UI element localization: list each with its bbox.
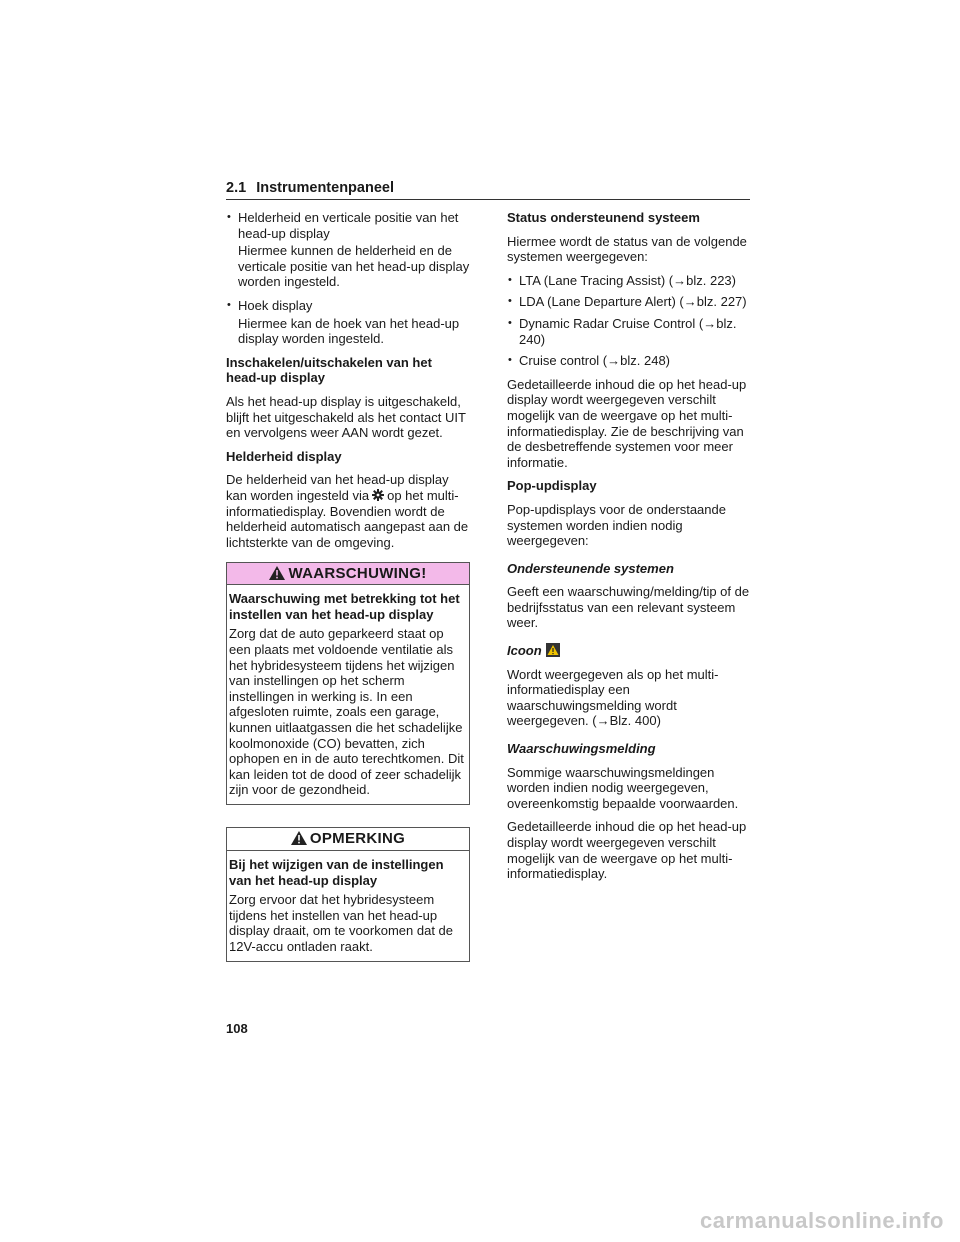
warnmsg-text-1: Sommige waarschuwingsmeldingen worden indien nodig weergegeven, overeenkomstig bepaalde voorwaarden.: [507, 764, 739, 811]
icon-heading: [507, 643, 753, 659]
system-item: • Dynamic Radar Cruise Control (→blz. 240): [507, 316, 753, 347]
warnmsg-heading: Waarschuwingsmelding: [507, 741, 656, 757]
status-detail: Gedetailleerde inhoud die op het head-up display wordt weergegeven verschilt mogelijk van de weergave op het multi-informatiedisplay. Zie de beschrijving van de desbetreffende systemen voor meer informatie.: [507, 376, 747, 470]
bullet-display-angle-desc: Hiermee kan de hoek van het head-up display worden ingesteld.: [238, 315, 460, 347]
icon-text: Wordt weergegeven als op het multi-informatiedisplay een waarschuwingsmelding wordt weergegeven. (→Blz. 400): [507, 666, 719, 729]
brightness-heading: Helderheid display: [226, 448, 342, 464]
warnmsg-text-2: Gedetailleerde inhoud die op het head-up display wordt weergegeven verschilt mogelijk van de weergave op het multi-informatiedisplay.: [507, 819, 747, 882]
system-item: • LDA (Lane Departure Alert) (→blz. 227): [507, 294, 753, 310]
gear-icon: [372, 489, 384, 501]
status-heading: Status ondersteunend systeem: [507, 210, 700, 225]
warning-box: [226, 562, 470, 805]
support-text: Geeft een waarschuwing/melding/tip of de bedrijfsstatus van een relevant systeem weer.: [507, 584, 750, 631]
onoff-text: Als het head-up display is uitgeschakeld, blijft het uitgeschakeld als het contact UIT en vervolgens weer AAN wordt gezet.: [226, 393, 466, 441]
brightness-text: [226, 472, 470, 550]
section-title: Instrumentenpaneel: [256, 180, 394, 196]
note-text: Zorg ervoor dat het hybridesysteem tijdens het instellen van het head-up display draait, om te voorkomen dat de 12V-accu ontladen raakt.: [229, 892, 454, 954]
warning-header: [227, 563, 469, 585]
page-number: 108: [226, 1021, 248, 1036]
icon-heading-text: Icoon: [507, 643, 542, 659]
warning-title: Waarschuwing met betrekking tot het instellen van het head-up display: [229, 591, 460, 622]
watermark: carmanualsonline.info: [700, 1208, 944, 1233]
support-heading: Ondersteunende systemen: [507, 560, 674, 576]
warning-triangle-icon: [546, 643, 560, 657]
system-item: • LTA (Lane Tracing Assist) (→blz. 223): [507, 273, 753, 289]
section-number: 2.1: [226, 180, 247, 196]
brightness-text-post: op het multi-informatiedisplay. Bovendien wordt de helderheid automatisch aangepast aan de lichtsterkte van de omgeving.: [226, 487, 469, 550]
bullet-display-angle: • Hoek display: [226, 298, 470, 314]
popup-intro: Pop-updisplays voor de onderstaande systemen worden indien nodig weergegeven:: [507, 501, 726, 549]
status-intro: Hiermee wordt de status van de volgende systemen weergegeven:: [507, 233, 747, 265]
onoff-heading: Inschakelen/uitschakelen van het head-up display: [226, 354, 432, 386]
warning-triangle-icon: [269, 566, 285, 580]
warning-header-text: WAARSCHUWING!: [288, 565, 427, 583]
note-header-text: OPMERKING: [309, 830, 406, 847]
left-column: [226, 210, 470, 962]
popup-heading: Pop-updisplay: [507, 478, 597, 494]
bullet-brightness-position: • Helderheid en verticale positie van het head-up display: [226, 210, 470, 241]
warning-text: Zorg dat de auto geparkeerd staat op een plaats met voldoende ventilatie als het hybridesysteem tijdens het wijzigen van instellingen op het scherm instellingen in werking is. In een afgesloten ruimte, zoals een garage, kunnen uitlaatgassen die het schadelijke koolmonoxide (CO) bevatten, zich ophopen en in de auto terechtkomen. Dit kan leiden tot de dood of zeer schadelijk zijn voor de gezondheid.: [229, 626, 464, 798]
brightness-text-pre: De helderheid van het head-up display kan worden ingesteld via: [226, 472, 449, 503]
bullet-brightness-position-desc: Hiermee kunnen de helderheid en de verticale positie van het head-up display worden ingesteld.: [238, 243, 470, 290]
caution-icon: [291, 831, 307, 845]
note-title: Bij het wijzigen van de instellingen van het head-up display: [229, 857, 444, 888]
system-item: • Cruise control (→blz. 248): [507, 353, 753, 369]
note-header: [227, 828, 469, 851]
section-heading: [226, 180, 750, 200]
right-column: [507, 210, 753, 890]
note-box: [226, 827, 470, 962]
